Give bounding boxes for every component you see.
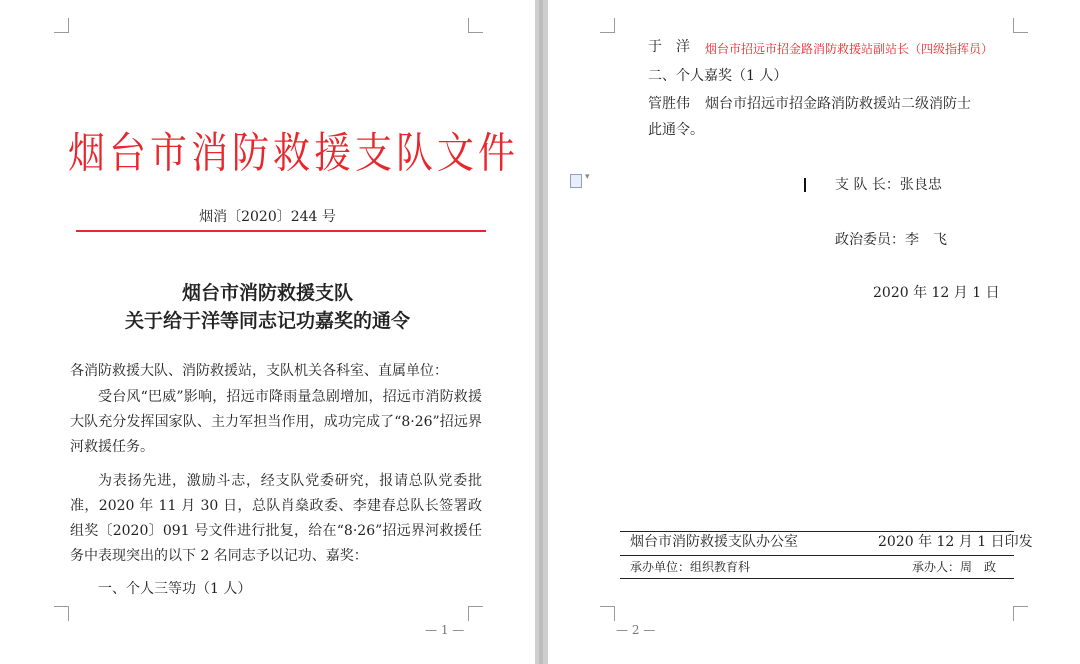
text-cursor xyxy=(804,178,806,192)
section-heading-commendation: 二、个人嘉奖（1 人） xyxy=(648,68,788,84)
crop-mark-top-right xyxy=(1013,18,1028,33)
red-header-rule xyxy=(76,230,486,232)
footer-rule-middle xyxy=(620,555,1014,556)
page-gutter xyxy=(535,0,548,664)
footer-rule-bottom xyxy=(620,578,1014,579)
body-paragraph-2: 为表扬先进，激励斗志，经支队党委研究，报请总队党委批准，2020 年 11 月 30 日，总队肖燊政委、李建春总队长签署政组奖〔2020〕091 号文件进行批复，给在“8·26”招远界河救援任务中表现突出的以下 2 名同志予以记功、嘉奖： xyxy=(70,473,482,564)
award1-description: 烟台市招远市招金路消防救援站副站长（四级指挥员） xyxy=(705,42,994,56)
document-red-header-title: 烟台市消防救援支队文件 xyxy=(68,128,519,178)
document-number: 烟消〔2020〕244 号 xyxy=(199,209,336,225)
footer-handling-unit: 承办单位：组织教育科 xyxy=(630,560,751,574)
crop-mark-bottom-left xyxy=(600,606,615,621)
crop-mark-bottom-left xyxy=(54,606,69,621)
section-heading-merit: 一、个人三等功（1 人） xyxy=(98,581,252,597)
page-number-2: — 2 — xyxy=(616,623,656,637)
body-paragraph-1: 受台风“巴威”影响，招远市降雨量急剧增加，招远市消防救援大队充分发挥国家队、主力军担当作用，成功完成了“8·26”招远界河救援任务。 xyxy=(70,389,482,455)
footer-print-date: 2020 年 12 月 1 日印发 xyxy=(878,534,1033,550)
closing-line: 此通令。 xyxy=(648,122,704,138)
crop-mark-top-left xyxy=(54,18,69,33)
crop-mark-bottom-right xyxy=(1013,606,1028,621)
notice-heading-line-2: 关于给于洋等同志记功嘉奖的通令 xyxy=(124,310,410,332)
signature-political-commissar: 政治委员：李 飞 xyxy=(835,232,947,248)
footer-issuing-office: 烟台市消防救援支队办公室 xyxy=(630,534,798,550)
footer-handling-person: 承办人：周 政 xyxy=(912,560,997,574)
award2-description: 烟台市招远市招金路消防救援站二级消防士 xyxy=(705,96,971,112)
document-page-2 xyxy=(548,0,1080,664)
salutation-paragraph: 各消防救援大队、消防救援站，支队机关各科室、直属单位： xyxy=(70,363,448,379)
crop-mark-bottom-right xyxy=(468,606,483,621)
document-page-1 xyxy=(0,0,535,664)
document-paste-icon[interactable] xyxy=(570,174,582,188)
notice-heading-line-1: 烟台市消防救援支队 xyxy=(181,282,353,304)
award1-name: 于 洋 xyxy=(648,39,690,55)
award2-name: 管胜伟 xyxy=(648,96,690,112)
signature-detachment-head: 支 队 长：张良忠 xyxy=(835,177,942,193)
crop-mark-top-left xyxy=(600,18,615,33)
crop-mark-top-right xyxy=(468,18,483,33)
signature-date: 2020 年 12 月 1 日 xyxy=(873,285,1000,301)
page-number-1: — 1 — xyxy=(425,623,465,637)
